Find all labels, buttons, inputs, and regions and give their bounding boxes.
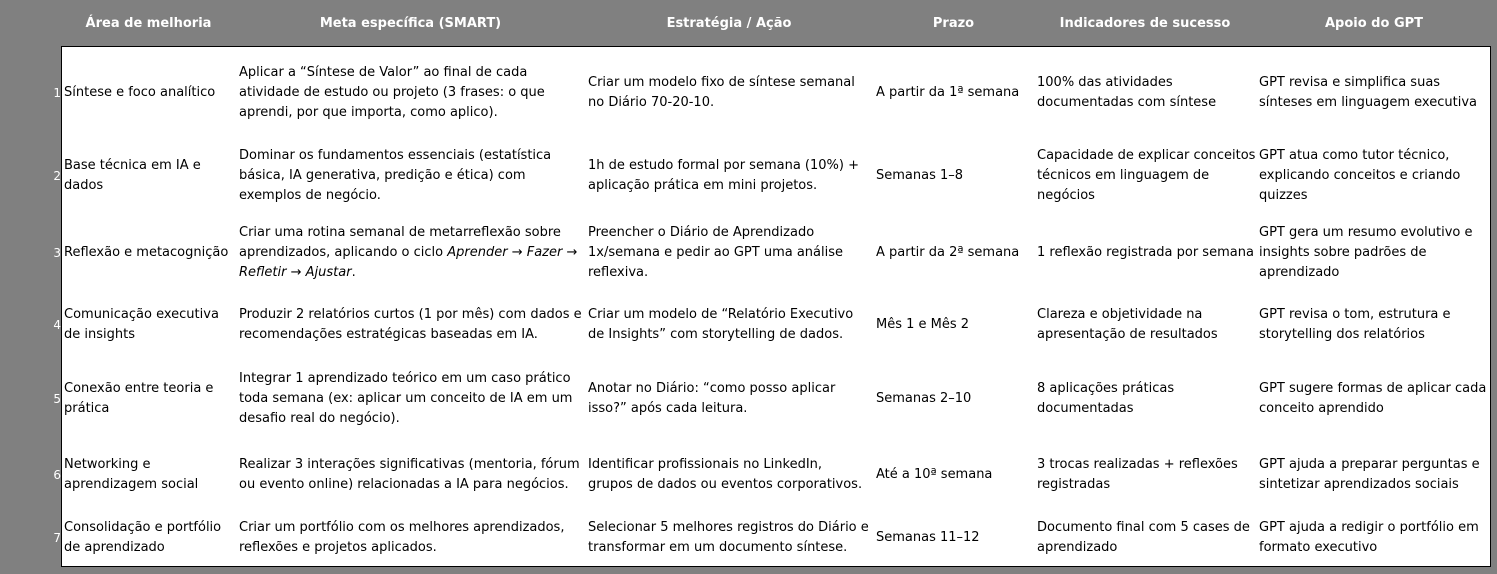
cell-area: Comunicação executiva de insights — [64, 307, 219, 342]
cell-indicadores: Capacidade de explicar conceitos técnicos em linguagem de negócios — [1037, 148, 1256, 203]
cell-apoio: GPT ajuda a redigir o portfólio em formato executivo — [1259, 520, 1479, 555]
cell-estrategia: Identificar profissionais no LinkedIn, grupos de dados ou eventos corporativos. — [588, 457, 863, 492]
cell-estrategia: 1h de estudo formal por semana (10%) + aplicação prática em mini projetos. — [588, 158, 859, 193]
cell-meta: Aplicar a “Síntese de Valor” ao final de cada atividade de estudo ou projeto (3 frases: o que aprendi, por que importa, como aplico). — [239, 65, 545, 120]
header-estrategia: Estratégia / Ação — [666, 15, 792, 31]
cell-estrategia: Selecionar 5 melhores registros do Diário e transformar em um documento síntese. — [588, 520, 869, 555]
cell-estrategia: Preencher o Diário de Aprendizado 1x/semana e pedir ao GPT uma análise reflexiva. — [588, 225, 844, 280]
cell-apoio: GPT ajuda a preparar perguntas e sintetizar aprendizados sociais — [1259, 457, 1480, 492]
row-number: 2 — [53, 169, 61, 183]
meta-text: Criar uma rotina semanal de metarreflexão sobre aprendizados, aplicando o ciclo — [239, 225, 561, 260]
cell-meta: Realizar 3 interações significativas (mentoria, fórum ou evento online) relacionadas a IA para negócios. — [239, 457, 580, 492]
cell-indicadores: Documento final com 5 cases de aprendizado — [1037, 520, 1250, 555]
cell-prazo: Até a 10ª semana — [876, 467, 993, 482]
row-number: 6 — [53, 468, 61, 482]
cell-prazo: A partir da 1ª semana — [876, 85, 1020, 100]
cell-meta — [239, 223, 585, 283]
cell-estrategia: Criar um modelo fixo de síntese semanal no Diário 70-20-10. — [588, 75, 855, 110]
cell-estrategia: Anotar no Diário: “como posso aplicar isso?” após cada leitura. — [588, 381, 836, 416]
cell-area: Base técnica em IA e dados — [64, 158, 201, 193]
cell-indicadores: 8 aplicações práticas documentadas — [1037, 381, 1175, 416]
cell-prazo: Mês 1 e Mês 2 — [876, 317, 970, 332]
header-prazo: Prazo — [932, 15, 975, 31]
cell-area: Conexão entre teoria e prática — [64, 381, 214, 416]
cell-area: Consolidação e portfólio de aprendizado — [64, 520, 222, 555]
cell-meta: Criar um portfólio com os melhores aprendizados, reflexões e projetos aplicados. — [239, 520, 565, 555]
cell-prazo: Semanas 2–10 — [876, 391, 972, 406]
cell-apoio: GPT revisa o tom, estrutura e storytelling dos relatórios — [1259, 307, 1451, 342]
cell-prazo: Semanas 1–8 — [876, 168, 964, 183]
header-indicadores: Indicadores de sucesso — [1059, 15, 1231, 31]
cell-meta: Integrar 1 aprendizado teórico em um caso prático toda semana (ex: aplicar um conceito de IA em um desafio real do negócio). — [239, 371, 573, 426]
header-meta: Meta específica (SMART) — [319, 15, 502, 31]
header-apoio: Apoio do GPT — [1324, 15, 1424, 31]
cell-meta: Produzir 2 relatórios curtos (1 por mês) com dados e recomendações estratégicas baseadas em IA. — [239, 307, 582, 342]
header-area: Área de melhoria — [85, 15, 212, 31]
cell-area: Reflexão e metacognição — [64, 245, 229, 260]
cell-apoio: GPT atua como tutor técnico, explicando conceitos e criando quizzes — [1259, 148, 1461, 203]
meta-cycle-italic: Aprender → Fazer → Refletir → Ajustar — [239, 245, 578, 280]
cell-prazo: Semanas 11–12 — [876, 530, 980, 545]
row-number: 1 — [53, 86, 61, 100]
cell-indicadores: 3 trocas realizadas + reflexões registradas — [1037, 457, 1238, 492]
row-number: 4 — [53, 318, 61, 332]
cell-estrategia: Criar um modelo de “Relatório Executivo de Insights” com storytelling de dados. — [588, 307, 854, 342]
row-number: 5 — [53, 392, 61, 406]
cell-area: Networking e aprendizagem social — [64, 457, 199, 492]
cell-indicadores: Clareza e objetividade na apresentação de resultados — [1037, 307, 1218, 342]
cell-indicadores: 100% das atividades documentadas com síntese — [1037, 75, 1217, 110]
cell-area: Síntese e foco analítico — [64, 85, 216, 100]
cell-meta: Dominar os fundamentos essenciais (estatística básica, IA generativa, predição e ética) com exemplos de negócio. — [239, 148, 552, 203]
meta-text-end: . — [351, 265, 356, 280]
cell-apoio: GPT sugere formas de aplicar cada conceito aprendido — [1259, 381, 1487, 416]
cell-prazo: A partir da 2ª semana — [876, 245, 1020, 260]
cell-indicadores: 1 reflexão registrada por semana — [1037, 245, 1254, 260]
row-number: 7 — [53, 531, 61, 545]
cell-apoio: GPT revisa e simplifica suas sínteses em linguagem executiva — [1259, 75, 1477, 110]
row-number: 3 — [53, 246, 61, 260]
cell-apoio: GPT gera um resumo evolutivo e insights sobre padrões de aprendizado — [1259, 225, 1473, 280]
